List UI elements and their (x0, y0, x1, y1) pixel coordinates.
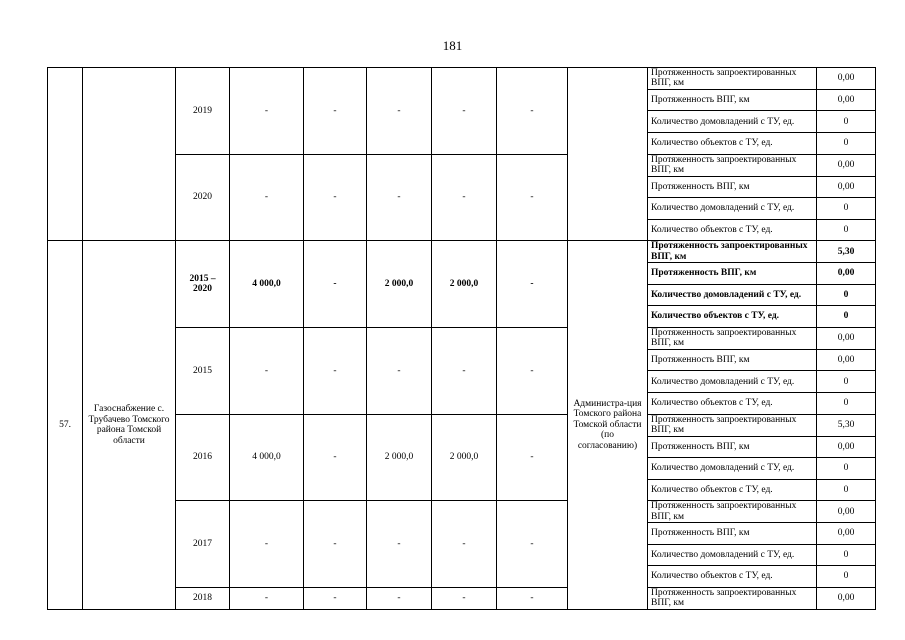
funding-value: 2 000,0 (367, 241, 432, 328)
funding-value: - (432, 501, 497, 588)
indicator-value: 0 (817, 219, 876, 241)
funding-value: - (367, 587, 432, 609)
indicator-label: Протяженность ВПГ, км (648, 176, 817, 198)
funding-value: - (304, 327, 367, 414)
indicator-value: 0,00 (817, 89, 876, 111)
executor: Администра-ция Томского района Томской области (по согласованию) (568, 241, 648, 610)
funding-value: - (367, 501, 432, 588)
indicator-value: 0,00 (817, 154, 876, 176)
indicator-label: Количество объектов с ТУ, ед. (648, 306, 817, 328)
funding-value: - (230, 68, 304, 155)
period-year: 2015 (176, 327, 230, 414)
funding-value: 4 000,0 (230, 414, 304, 501)
indicator-value: 0 (817, 306, 876, 328)
indicator-value: 0 (817, 111, 876, 133)
indicator-value: 0,00 (817, 263, 876, 285)
period-year: 2017 (176, 501, 230, 588)
funding-value: - (230, 327, 304, 414)
indicator-label: Протяженность ВПГ, км (648, 523, 817, 545)
indicator-label: Протяженность запроектированных ВПГ, км (648, 587, 817, 609)
indicator-label: Количество объектов с ТУ, ед. (648, 393, 817, 415)
indicator-value: 0,00 (817, 176, 876, 198)
funding-value: - (497, 587, 568, 609)
funding-value: - (304, 154, 367, 241)
indicator-value: 0 (817, 198, 876, 220)
indicator-value: 0 (817, 133, 876, 155)
indicator-label: Количество объектов с ТУ, ед. (648, 219, 817, 241)
indicator-value: 0,00 (817, 587, 876, 609)
indicator-value: 0 (817, 284, 876, 306)
executor (568, 68, 648, 241)
indicator-label: Протяженность запроектированных ВПГ, км (648, 501, 817, 523)
period-year: 2016 (176, 414, 230, 501)
indicator-label: Количество домовладений с ТУ, ед. (648, 198, 817, 220)
funding-value: 2 000,0 (432, 414, 497, 501)
funding-value: - (304, 68, 367, 155)
indicator-value: 0,00 (817, 436, 876, 458)
indicator-label: Количество домовладений с ТУ, ед. (648, 111, 817, 133)
indicator-label: Протяженность запроектированных ВПГ, км (648, 154, 817, 176)
indicator-label: Протяженность запроектированных ВПГ, км (648, 327, 817, 349)
funding-value: - (497, 68, 568, 155)
period-year: 2019 (176, 68, 230, 155)
indicator-value: 0 (817, 393, 876, 415)
funding-value: - (230, 501, 304, 588)
indicator-value: 5,30 (817, 414, 876, 436)
row-number: 57. (48, 241, 83, 610)
indicator-value: 0,00 (817, 349, 876, 371)
period-year: 2015 – 2020 (176, 241, 230, 328)
table-row (48, 241, 876, 263)
funding-value: - (304, 414, 367, 501)
funding-value: - (497, 241, 568, 328)
indicator-value: 0 (817, 566, 876, 588)
funding-value: 4 000,0 (230, 241, 304, 328)
table-row (48, 68, 876, 90)
indicator-label: Протяженность запроектированных ВПГ, км (648, 68, 817, 90)
funding-value: - (432, 587, 497, 609)
funding-value: - (304, 587, 367, 609)
page-number: 181 (442, 38, 463, 53)
indicator-value: 0 (817, 544, 876, 566)
row-number (48, 68, 83, 241)
period-year: 2018 (176, 587, 230, 609)
object-name (83, 68, 176, 241)
funding-value: - (432, 68, 497, 155)
funding-value: - (304, 241, 367, 328)
indicator-value: 0,00 (817, 523, 876, 545)
funding-value: - (432, 327, 497, 414)
indicator-value: 0,00 (817, 501, 876, 523)
indicator-label: Протяженность ВПГ, км (648, 263, 817, 285)
funding-value: 2 000,0 (432, 241, 497, 328)
funding-value: - (497, 501, 568, 588)
indicator-label: Количество домовладений с ТУ, ед. (648, 371, 817, 393)
period-year: 2020 (176, 154, 230, 241)
indicator-label: Протяженность запроектированных ВПГ, км (648, 414, 817, 436)
indicator-label: Количество объектов с ТУ, ед. (648, 133, 817, 155)
funding-value: - (367, 68, 432, 155)
funding-value: 2 000,0 (367, 414, 432, 501)
object-name: Газоснабжение с. Трубачево Томского района Томской области (83, 241, 176, 610)
indicator-label: Количество домовладений с ТУ, ед. (648, 458, 817, 480)
funding-value: - (497, 327, 568, 414)
indicator-value: 0 (817, 458, 876, 480)
indicator-value: 0 (817, 371, 876, 393)
indicator-label: Количество домовладений с ТУ, ед. (648, 284, 817, 306)
funding-value: - (497, 154, 568, 241)
indicator-label: Протяженность ВПГ, км (648, 349, 817, 371)
indicator-label: Количество домовладений с ТУ, ед. (648, 544, 817, 566)
indicator-value: 0,00 (817, 68, 876, 90)
funding-value: - (304, 501, 367, 588)
funding-value: - (367, 154, 432, 241)
program-table (47, 67, 876, 610)
indicator-label: Протяженность запроектированных ВПГ, км (648, 241, 817, 263)
indicator-value: 0 (817, 479, 876, 501)
indicator-label: Протяженность ВПГ, км (648, 436, 817, 458)
indicator-value: 0,00 (817, 327, 876, 349)
indicator-label: Протяженность ВПГ, км (648, 89, 817, 111)
funding-value: - (367, 327, 432, 414)
funding-value: - (432, 154, 497, 241)
indicator-value: 5,30 (817, 241, 876, 263)
funding-value: - (230, 587, 304, 609)
funding-value: - (230, 154, 304, 241)
indicator-label: Количество объектов с ТУ, ед. (648, 566, 817, 588)
indicator-label: Количество объектов с ТУ, ед. (648, 479, 817, 501)
table-body (48, 68, 876, 610)
funding-value: - (497, 414, 568, 501)
